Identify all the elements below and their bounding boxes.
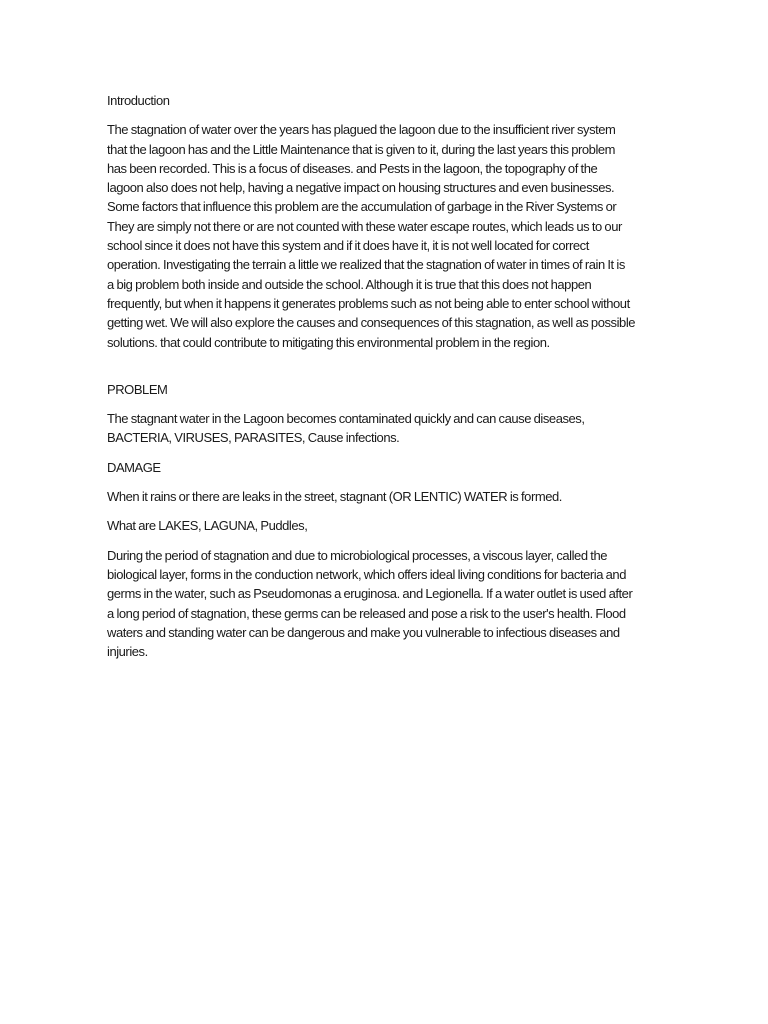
problem-heading: PROBLEM [107, 381, 168, 397]
damage-paragraph: When it rains or there are leaks in the street, stagnant (OR LENTIC) WATER is formed. [107, 489, 562, 505]
stagnation-paragraph: During the period of stagnation and due to microbiological processes, a viscous layer, called the biological layer, forms in the conduction network, which offers ideal living conditions for bacteria and germs in the water, such as Pseudomonas a eruginosa. and Legionella. If a water outlet is used after a long period of stagnation, these germs can be released and pose a risk to the user's health. Flood waters and standing water can be dangerous and make you vulnerable to infectious diseases and injuries. [107, 547, 633, 660]
introduction-paragraph: The stagnation of water over the years has plagued the lagoon due to the insufficient river system that the lagoon has and the Little Maintenance that is given to it, during the last years this problem has been recorded. This is a focus of diseases. and Pests in the lagoon, the topography of the lagoon also does not help, having a negative impact on housing structures and even businesses. Some factors that influence this problem are the accumulation of garbage in the River Systems or They are simply not there or are not counted with these water escape routes, which leads us to our school since it does not have this system and if it does have it, it is not well located for correct operation. Investigating the terrain a little we realized that the stagnation of water in times of rain It is a big problem both inside and outside the school. Although it is true that this does not happen frequently, but when it happens it generates problems such as not being able to enter school without getting wet. We will also explore the causes and consequences of this stagnation, as well as possible solutions. that could contribute to mitigating this environmental problem in the region. [107, 122, 636, 350]
document-body [107, 91, 667, 671]
introduction-heading: Introduction [107, 93, 170, 108]
lakes-line: What are LAKES, LAGUNA, Puddles, [107, 518, 308, 534]
problem-paragraph: The stagnant water in the Lagoon becomes contaminated quickly and can cause diseases, BACTERIA, VIRUSES, PARASITES, Cause infections. [107, 411, 585, 446]
damage-heading: DAMAGE [107, 459, 161, 475]
